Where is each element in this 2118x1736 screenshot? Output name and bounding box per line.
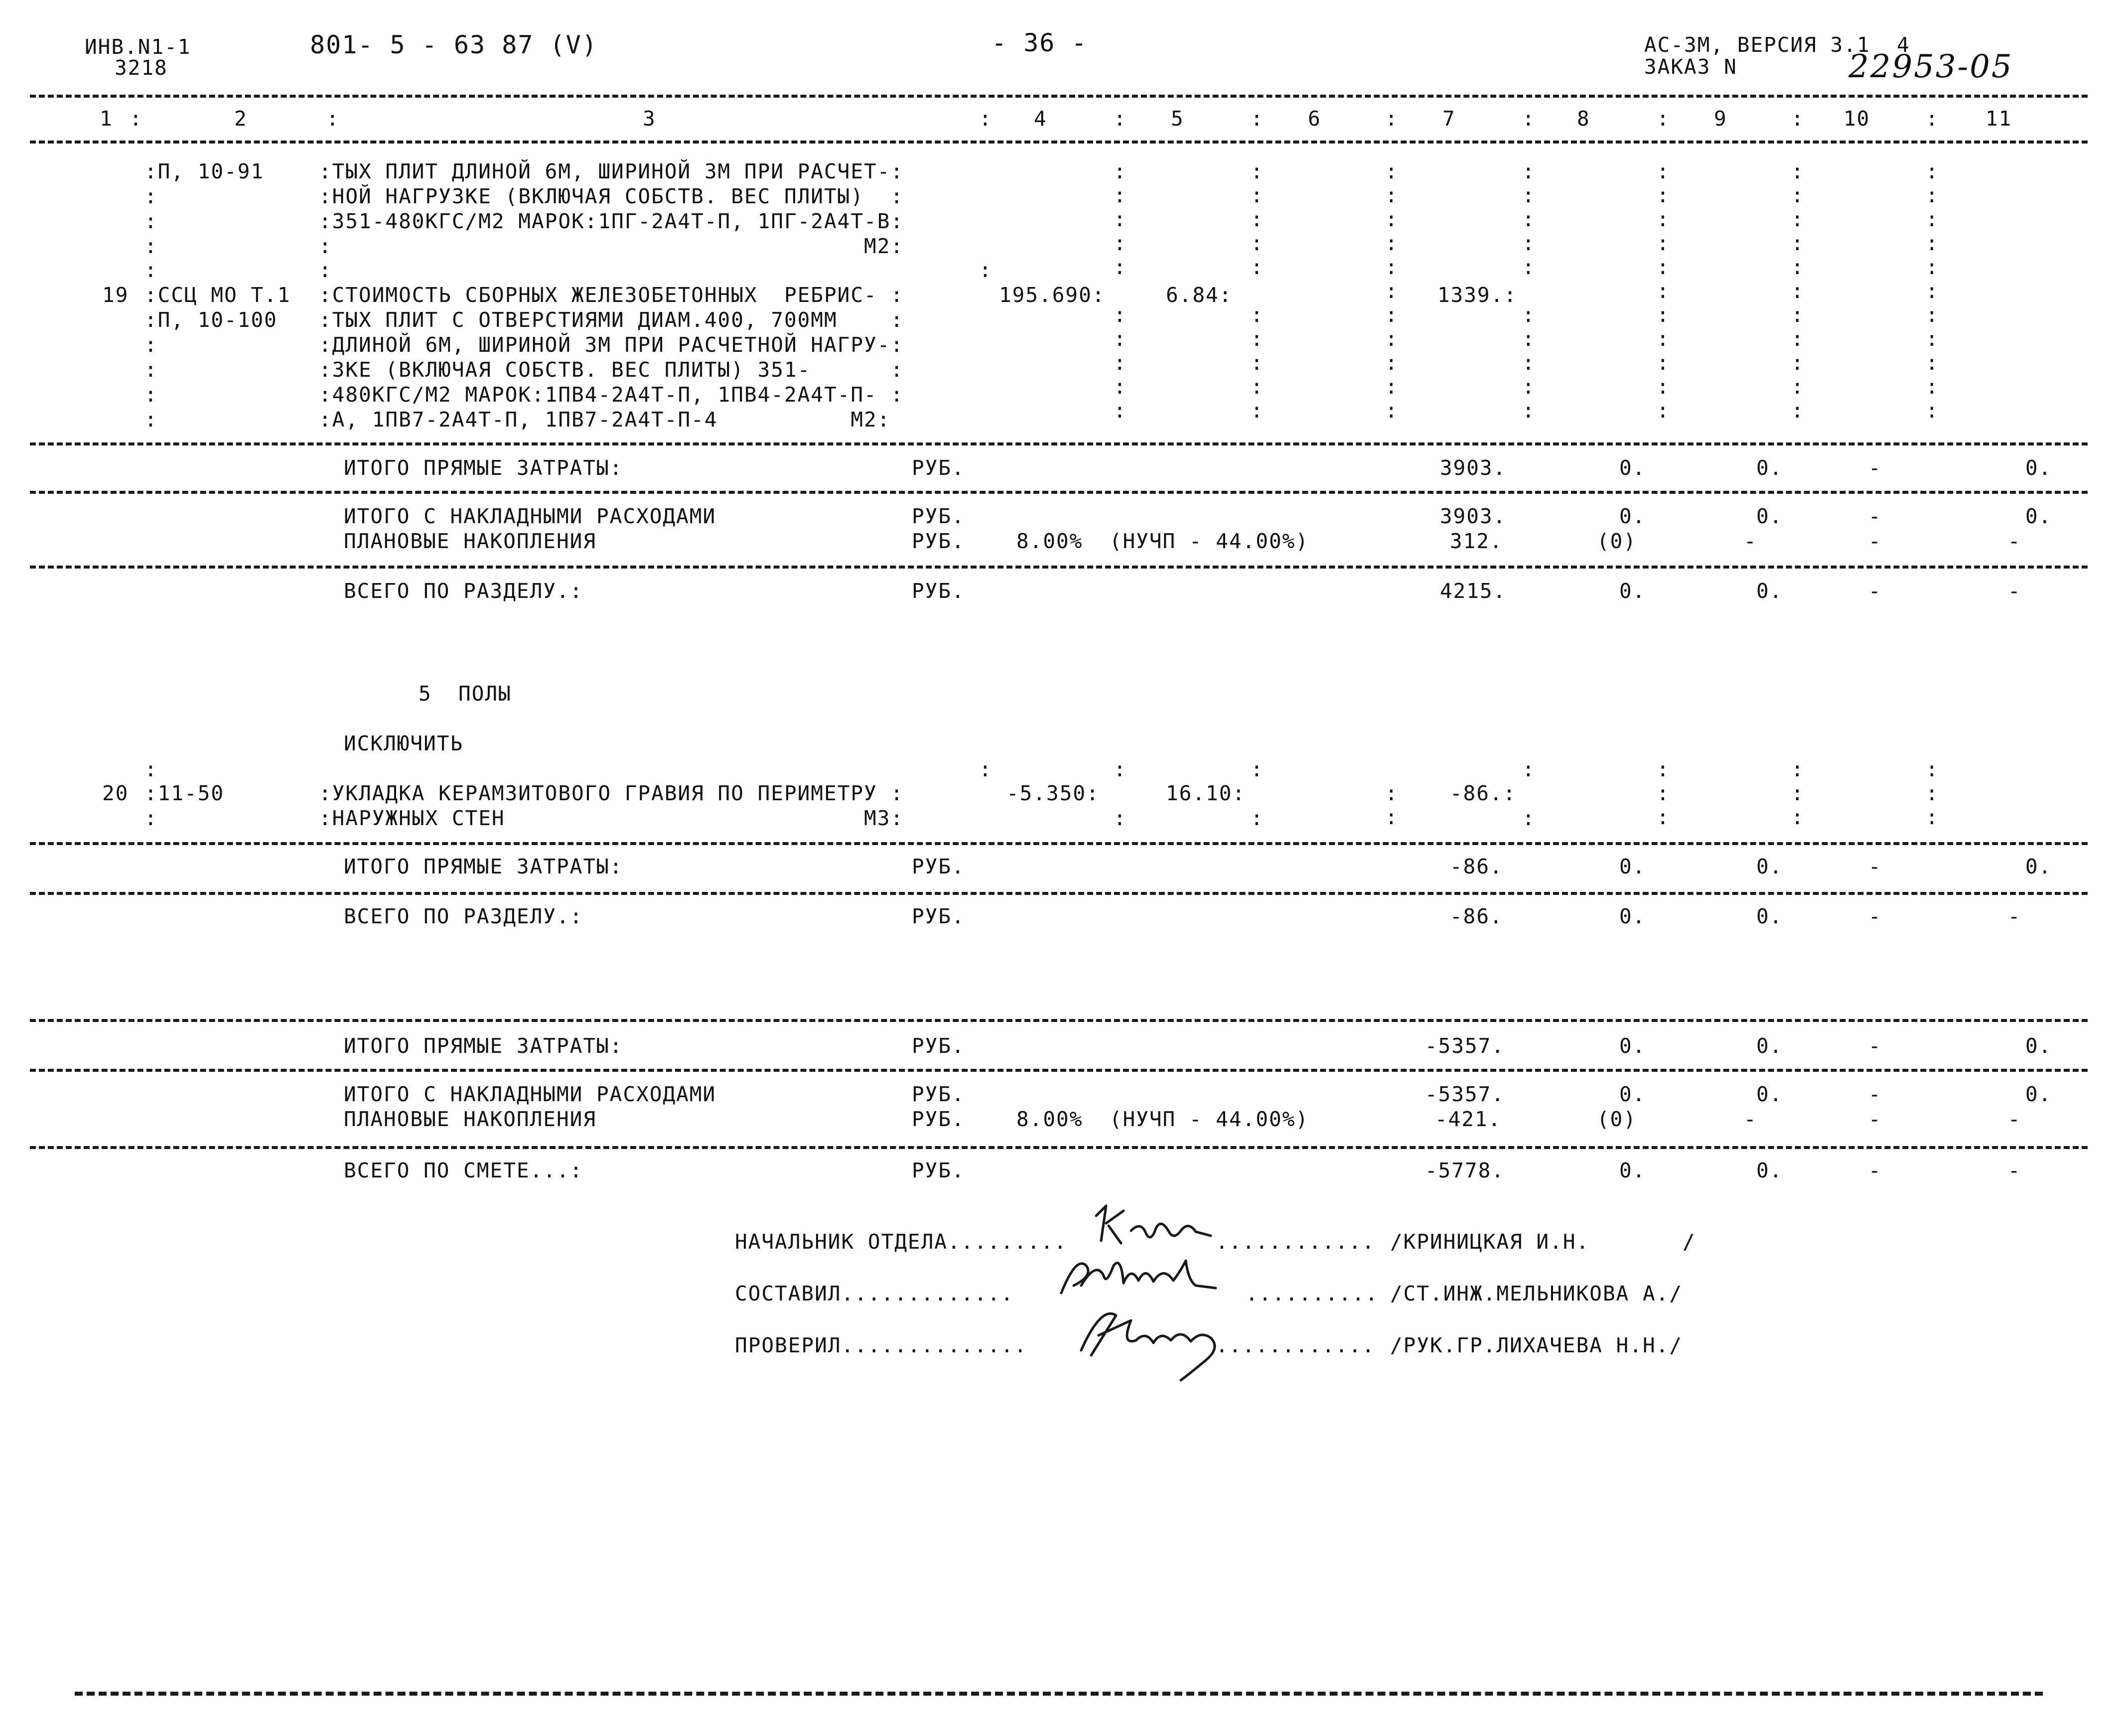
item-description-line: :ТЫХ ПЛИТ ДЛИНОЙ 6М, ШИРИНОЙ 3М ПРИ РАСЧЕТ-:: [319, 159, 904, 183]
column-header-10: 10: [1843, 107, 1870, 131]
column-header-separator: [30, 141, 2088, 144]
column-header-2: 2: [234, 107, 248, 131]
column-header-6: 6: [1308, 107, 1321, 131]
column-header-9: 9: [1714, 107, 1727, 131]
item-description-line: :НАРУЖНЫХ СТЕН М3:: [319, 806, 904, 830]
item-quantity: -5.350:: [1006, 781, 1100, 805]
row-separator: [30, 842, 2088, 845]
row-separator: [30, 566, 2088, 569]
item-description-line: :НОЙ НАГРУЗКЕ (ВКЛЮЧАЯ СОБСТВ. ВЕС ПЛИТЫ) :: [319, 184, 904, 208]
item-code: :П, 10-100: [144, 308, 278, 332]
column-header-7: 7: [1442, 107, 1456, 131]
row-separator: [30, 1019, 2088, 1022]
item-quantity: 195.690:: [999, 283, 1106, 307]
item-description-line: :351-480КГС/М2 МАРОК:1ПГ-2А4Т-П, 1ПГ-2А4Т-В:: [319, 209, 904, 233]
item-description-line: :ТЫХ ПЛИТ С ОТВЕРСТИЯМИ ДИАМ.400, 700ММ :: [319, 308, 904, 332]
item-description-line: :ЗКЕ (ВКЛЮЧАЯ СОБСТВ. ВЕС ПЛИТЫ) 351- :: [319, 358, 904, 382]
handwritten-signature: [1046, 1246, 1236, 1305]
exclude-heading: ИСКЛЮЧИТЬ: [344, 731, 464, 755]
order-label: ЗАКАЗ N: [1644, 55, 1737, 79]
page-number: - 36 -: [991, 28, 1088, 57]
item-description-line: :УКЛАДКА КЕРАМЗИТОВОГО ГРАВИЯ ПО ПЕРИМЕТРУ :: [319, 781, 904, 805]
row-separator: [30, 1069, 2088, 1072]
row-separator: [30, 1146, 2088, 1149]
column-header-4: 4: [1034, 107, 1047, 131]
item-description-line: :ДЛИНОЙ 6М, ШИРИНОЙ 3М ПРИ РАСЧЕТНОЙ НАГРУ-:: [319, 333, 904, 357]
order-number: 22953-05: [1848, 48, 2013, 85]
item-description-line: :А, 1ПВ7-2А4Т-П, 1ПВ7-2А4Т-П-4 М2:: [319, 408, 891, 432]
inventory-number: ИНВ.N1-1: [85, 35, 191, 59]
item-total: 1339.:: [1437, 283, 1518, 307]
column-header-8: 8: [1577, 107, 1590, 131]
item-code: :11-50: [144, 781, 225, 805]
row-separator: [30, 442, 2088, 445]
item-description-line: :СТОИМОСТЬ СБОРНЫХ ЖЕЛЕЗОБЕТОННЫХ РЕБРИС- :: [319, 283, 904, 307]
column-header-3: 3: [643, 107, 656, 131]
document-code: 801- 5 - 63 87 (V): [310, 30, 598, 59]
row-separator: [30, 892, 2088, 895]
program-version: АС-3М, ВЕРСИЯ 3.1 4: [1644, 33, 1910, 57]
item-unit-price: 6.84:: [1166, 283, 1233, 307]
page-bottom-rule: [75, 1692, 2043, 1696]
item-number: 20: [102, 781, 129, 805]
header-separator: [30, 95, 2088, 98]
column-header-5: 5: [1171, 107, 1184, 131]
column-header-11: 11: [1985, 107, 2012, 131]
item-description-line: : М2:: [319, 234, 904, 258]
handwritten-signature: [1061, 1301, 1251, 1385]
inventory-number-2: 3218: [115, 56, 168, 80]
item-description-line: :480КГС/М2 МАРОК:1ПВ4-2А4Т-П, 1ПВ4-2А4Т-П- :: [319, 383, 904, 407]
item-unit-price: 16.10:: [1166, 781, 1246, 805]
item-code: :ССЦ МО Т.1: [144, 283, 291, 307]
row-separator: [30, 491, 2088, 494]
item-total: -86.:: [1450, 781, 1517, 805]
section-title: 5 ПОЛЫ: [419, 682, 512, 706]
item-code: :П, 10-91: [144, 159, 265, 183]
item-number: 19: [102, 283, 129, 307]
column-header-1: 1: [100, 107, 113, 131]
